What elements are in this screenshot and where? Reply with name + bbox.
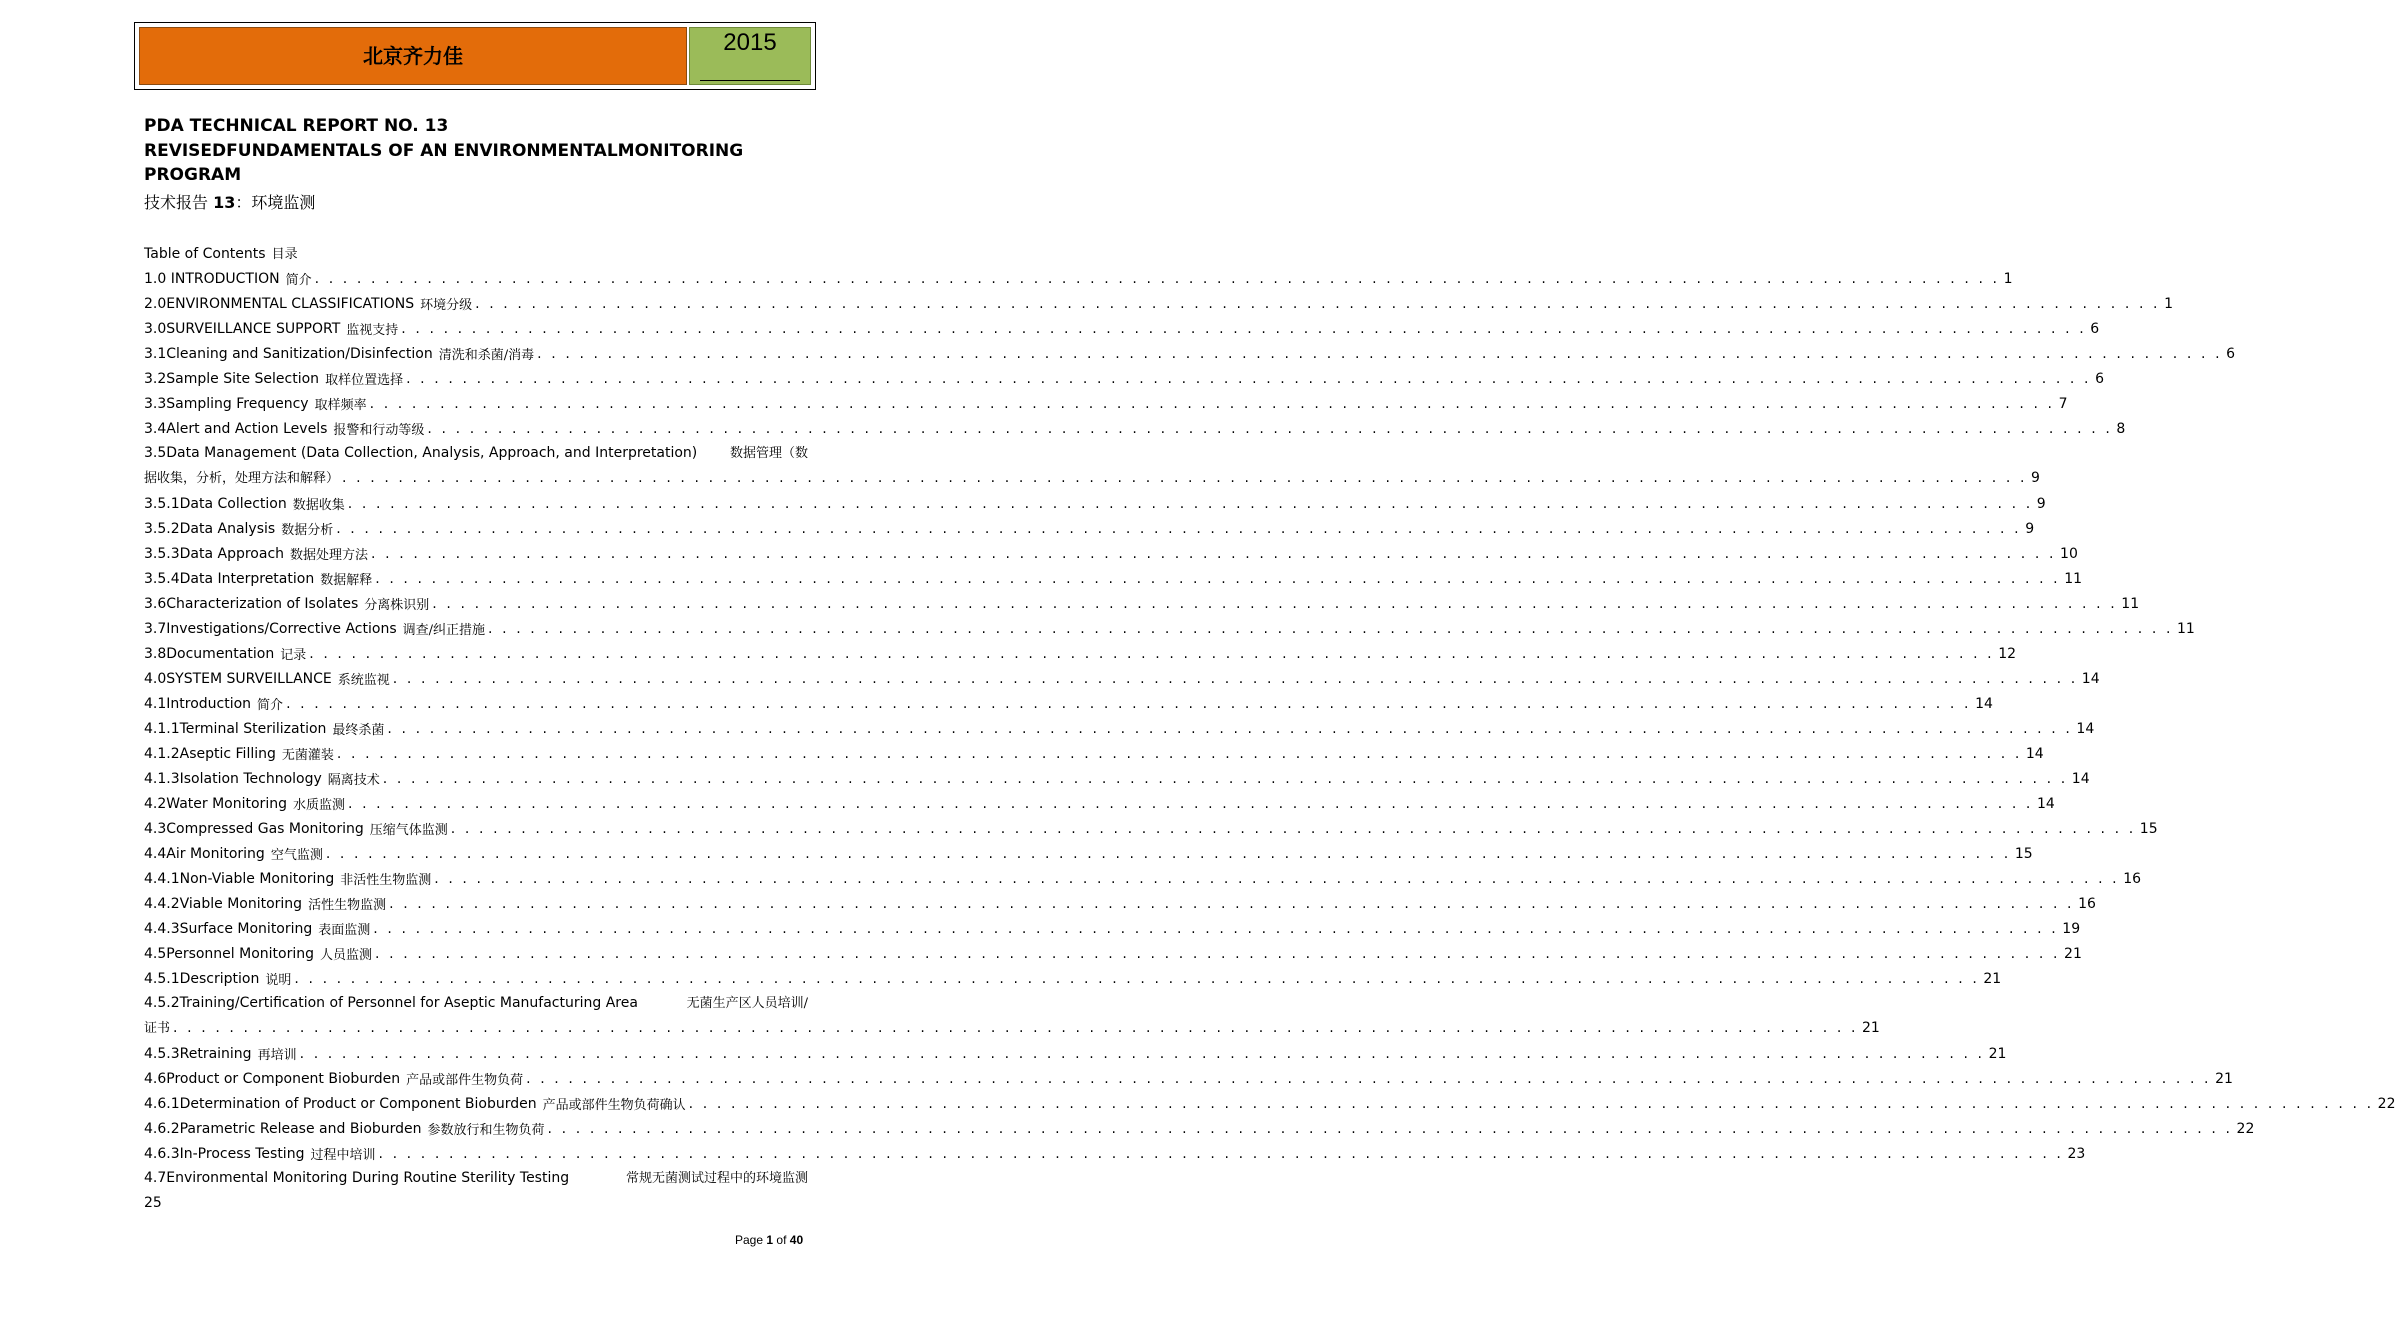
footer-page-label: Page: [735, 1233, 764, 1247]
toc-entry-page: 1: [2164, 295, 2174, 312]
toc-entry[interactable]: [144, 1091, 2395, 1116]
toc-entry-zh: 无菌生产区人员培训/: [686, 996, 808, 1011]
title-line-1: PDA TECHNICAL REPORT NO. 13: [144, 116, 449, 136]
toc-entry-page: 11: [2064, 570, 2083, 587]
toc-entry[interactable]: [144, 1041, 2007, 1066]
toc-entry-page: 15: [2014, 845, 2033, 862]
toc-entry-zh: 简介: [285, 273, 312, 288]
toc-entry-title: 4.3Compressed Gas Monitoring: [144, 820, 364, 837]
toc-heading-en: Table of Contents: [144, 246, 266, 262]
toc-entry-page: 19: [2062, 920, 2081, 937]
toc-entry[interactable]: [144, 1116, 2255, 1141]
toc-entry[interactable]: [144, 741, 2044, 766]
toc-entry[interactable]: [144, 266, 2013, 291]
toc-entry-zh: 人员监测: [320, 948, 373, 963]
toc-entry[interactable]: [144, 791, 2055, 816]
toc-entry-page: 7: [2058, 395, 2068, 412]
toc-entry[interactable]: [144, 841, 2033, 866]
toc-entry-page: 16: [2123, 870, 2142, 887]
toc-entry-page: 6: [2090, 320, 2100, 337]
toc-entry-title: 3.0SURVEILLANCE SUPPORT: [144, 320, 341, 337]
footer-total: 40: [789, 1233, 804, 1247]
toc-entry-zh: 水质监测: [292, 798, 345, 813]
table-of-contents: [144, 266, 2395, 1216]
toc-leader-dots: . . . . . . . . . . . . . . . . . . . . . . . . . . . . . . . . . . . . . . . . . . . . . . . . . . . . . . . . . . . . . . . . . . . . . . . . . . . . . . . . . . . . . . . . . . . . . . . . . . . . . . . . . . . . . . . . . . . . . . . .: [336, 745, 2022, 762]
toc-entry-page: 21: [2064, 945, 2082, 962]
toc-entry-title: 3.5.1Data Collection: [144, 495, 287, 512]
toc-entry-page: 21: [2215, 1070, 2233, 1087]
toc-entry-title: 4.0SYSTEM SURVEILLANCE: [144, 670, 332, 687]
toc-entry[interactable]: [144, 1141, 2086, 1166]
toc-leader-dots: . . . . . . . . . . . . . . . . . . . . . . . . . . . . . . . . . . . . . . . . . . . . . . . . . . . . . . . . . . . . . . . . . . . . . . . . . . . . . . . . . . . . . . . . . . . . . . . . . . . . . . . . . . . . . . . . . . . . . . . .: [286, 695, 1972, 712]
page-footer: [735, 1233, 803, 1247]
toc-leader-dots: . . . . . . . . . . . . . . . . . . . . . . . . . . . . . . . . . . . . . . . . . . . . . . . . . . . . . . . . . . . . . . . . . . . . . . . . . . . . . . . . . . . . . . . . . . . . . . . . . . . . . . . . . . . . . . . . . . . . . . . .: [294, 970, 1980, 987]
toc-entry-zh: 分离株识别: [364, 598, 430, 613]
toc-leader-dots: . . . . . . . . . . . . . . . . . . . . . . . . . . . . . . . . . . . . . . . . . . . . . . . . . . . . . . . . . . . . . . . . . . . . . . . . . . . . . . . . . . . . . . . . . . . . . . . . . . . . . . . . . . . . . . . . . . . . . . . .: [347, 495, 2033, 512]
toc-entry-zh: 压缩气体监测: [369, 823, 448, 838]
toc-entry-page: 9: [2025, 520, 2035, 537]
toc-entry-zh: 最终杀菌: [332, 723, 385, 738]
toc-entry-zh-cont: 据收集，分析，处理方法和解释）: [144, 471, 340, 486]
toc-entry[interactable]: [144, 991, 1880, 1041]
toc-entry-zh: 数据处理方法: [290, 548, 369, 563]
toc-leader-dots: . . . . . . . . . . . . . . . . . . . . . . . . . . . . . . . . . . . . . . . . . . . . . . . . . . . . . . . . . . . . . . . . . . . . . . . . . . . . . . . . . . . . . . . . . . . . . . . . . . . . . . . . . . . . . . . . . . . . . . . .: [373, 920, 2059, 937]
toc-entry-page: 21: [1862, 1020, 1880, 1036]
toc-leader-dots: . . . . . . . . . . . . . . . . . . . . . . . . . . . . . . . . . . . . . . . . . . . . . . . . . . . . . . . . . . . . . . . . . . . . . . . . . . . . . . . . . . . . . . . . . . . . . . . . . . . . . . . . . . . . . . . . . . . . . . . .: [173, 1020, 1859, 1036]
toc-entry-zh: 非活性生物监测: [340, 873, 432, 888]
toc-entry-zh: 说明: [265, 973, 292, 988]
toc-entry-zh: 系统监视: [337, 673, 390, 688]
toc-entry-zh: 参数放行和生物负荷: [427, 1123, 545, 1138]
document-header: [134, 22, 816, 90]
toc-leader-dots: . . . . . . . . . . . . . . . . . . . . . . . . . . . . . . . . . . . . . . . . . . . . . . . . . . . . . . . . . . . . . . . . . . . . . . . . . . . . . . . . . . . . . . . . . . . . . . . . . . . . . . . . . . . . . . . . . . . . . . . .: [392, 670, 2078, 687]
toc-entry-title: 3.7Investigations/Corrective Actions: [144, 620, 397, 637]
toc-entry[interactable]: [144, 716, 2095, 741]
toc-entry-zh: 清洗和杀菌/消毒: [438, 348, 535, 363]
toc-leader-dots: . . . . . . . . . . . . . . . . . . . . . . . . . . . . . . . . . . . . . . . . . . . . . . . . . . . . . . . . . . . . . . . . . . . . . . . . . . . . . . . . . . . . . . . . . . . . . . . . . . . . . . . . . . . . . . . . . . . . . . . .: [369, 395, 2055, 412]
toc-entry-zh: 记录: [280, 648, 307, 663]
toc-entry[interactable]: [144, 891, 2096, 916]
toc-entry-title: 4.5.1Description: [144, 970, 260, 987]
toc-entry-page: 21: [1988, 1045, 2007, 1062]
toc-entry-zh: 环境分级: [420, 298, 473, 313]
title-line-3: PROGRAM: [144, 165, 242, 185]
toc-entry[interactable]: [144, 616, 2195, 641]
toc-leader-dots: . . . . . . . . . . . . . . . . . . . . . . . . . . . . . . . . . . . . . . . . . . . . . . . . . . . . . . . . . . . . . . . . . . . . . . . . . . . . . . . . . . . . . . . . . . . . . . . . . . . . . . . . . . . . . . . . . . . . . . . .: [342, 470, 2028, 486]
toc-entry-title: 3.4Alert and Action Levels: [144, 420, 328, 437]
toc-leader-dots: . . . . . . . . . . . . . . . . . . . . . . . . . . . . . . . . . . . . . . . . . . . . . . . . . . . . . . . . . . . . . . . . . . . . . . . . . . . . . . . . . . . . . . . . . . . . . . . . . . . . . . . . . . . . . . . . . . . . . . . .: [537, 345, 2223, 362]
toc-leader-dots: . . . . . . . . . . . . . . . . . . . . . . . . . . . . . . . . . . . . . . . . . . . . . . . . . . . . . . . . . . . . . . . . . . . . . . . . . . . . . . . . . . . . . . . . . . . . . . . . . . . . . . . . . . . . . . . . . . . . . . . .: [389, 895, 2075, 912]
toc-entry-page: 11: [2121, 595, 2140, 612]
toc-leader-dots: . . . . . . . . . . . . . . . . . . . . . . . . . . . . . . . . . . . . . . . . . . . . . . . . . . . . . . . . . . . . . . . . . . . . . . . . . . . . . . . . . . . . . . . . . . . . . . . . . . . . . . . . . . . . . . . . . . . . . . . .: [406, 370, 2092, 387]
toc-entry-title: 4.5.3Retraining: [144, 1045, 252, 1062]
toc-entry-zh-cont: 证书: [144, 1021, 171, 1036]
toc-entry-page: 14: [2081, 670, 2100, 687]
toc-leader-dots: . . . . . . . . . . . . . . . . . . . . . . . . . . . . . . . . . . . . . . . . . . . . . . . . . . . . . . . . . . . . . . . . . . . . . . . . . . . . . . . . . . . . . . . . . . . . . . . . . . . . . . . . . . . . . . . . . . . . . . . .: [688, 1095, 2374, 1112]
toc-entry[interactable]: [144, 416, 2126, 441]
header-year: 2015: [723, 29, 777, 56]
toc-leader-dots: . . . . . . . . . . . . . . . . . . . . . . . . . . . . . . . . . . . . . . . . . . . . . . . . . . . . . . . . . . . . . . . . . . . . . . . . . . . . . . . . . . . . . . . . . . . . . . . . . . . . . . . . . . . . . . . . . . . . . . . .: [299, 1045, 1985, 1062]
toc-leader-dots: . . . . . . . . . . . . . . . . . . . . . . . . . . . . . . . . . . . . . . . . . . . . . . . . . . . . . . . . . . . . . . . . . . . . . . . . . . . . . . . . . . . . . . . . . . . . . . . . . . . . . . . . . . . . . . . . . . . . . . . .: [526, 1070, 2212, 1087]
toc-entry-title: 3.6Characterization of Isolates: [144, 595, 359, 612]
toc-entry-zh: 数据收集: [292, 498, 345, 513]
toc-entry-title: 4.6Product or Component Bioburden: [144, 1070, 401, 1087]
toc-entry-title: 3.8Documentation: [144, 645, 275, 662]
toc-entry-zh: 产品或部件生物负荷确认: [542, 1098, 686, 1113]
toc-entry-zh: 报警和行动等级: [333, 423, 425, 438]
year-underline: [700, 80, 800, 81]
toc-entry[interactable]: [144, 641, 2017, 666]
toc-leader-dots: . . . . . . . . . . . . . . . . . . . . . . . . . . . . . . . . . . . . . . . . . . . . . . . . . . . . . . . . . . . . . . . . . . . . . . . . . . . . . . . . . . . . . . . . . . . . . . . . . . . . . . . . . . . . . . . . . . . . . . . .: [382, 770, 2068, 787]
toc-heading: [144, 243, 298, 262]
toc-entry-zh: 无菌灌装: [281, 748, 334, 763]
toc-entry-title: 3.5.2Data Analysis: [144, 520, 276, 537]
toc-entry-title: 3.5.4Data Interpretation: [144, 570, 315, 587]
toc-entry[interactable]: [144, 866, 2142, 891]
toc-entry-page: 1: [2003, 270, 2013, 287]
toc-entry-title: 4.6.2Parametric Release and Bioburden: [144, 1120, 422, 1137]
toc-entry[interactable]: [144, 1066, 2233, 1091]
toc-leader-dots: . . . . . . . . . . . . . . . . . . . . . . . . . . . . . . . . . . . . . . . . . . . . . . . . . . . . . . . . . . . . . . . . . . . . . . . . . . . . . . . . . . . . . . . . . . . . . . . . . . . . . . . . . . . . . . . . . . . . . . . .: [347, 795, 2033, 812]
toc-leader-dots: . . . . . . . . . . . . . . . . . . . . . . . . . . . . . . . . . . . . . . . . . . . . . . . . . . . . . . . . . . . . . . . . . . . . . . . . . . . . . . . . . . . . . . . . . . . . . . . . . . . . . . . . . . . . . . . . . . . . . . . .: [325, 845, 2011, 862]
toc-entry-page: 16: [2078, 895, 2096, 912]
toc-leader-dots: . . . . . . . . . . . . . . . . . . . . . . . . . . . . . . . . . . . . . . . . . . . . . . . . . . . . . . . . . . . . . . . . . . . . . . . . . . . . . . . . . . . . . . . . . . . . . . . . . . . . . . . . . . . . . . . . . . . . . . . .: [378, 1145, 2064, 1162]
toc-entry-zh: 数据解释: [320, 573, 373, 588]
header-org-box: [139, 27, 687, 85]
toc-leader-dots: . . . . . . . . . . . . . . . . . . . . . . . . . . . . . . . . . . . . . . . . . . . . . . . . . . . . . . . . . . . . . . . . . . . . . . . . . . . . . . . . . . . . . . . . . . . . . . . . . . . . . . . . . . . . . . . . . . . . . . . .: [547, 1120, 2233, 1137]
toc-entry-page: 25: [144, 1195, 162, 1211]
footer-page-num: 1: [766, 1233, 774, 1247]
toc-leader-dots: . . . . . . . . . . . . . . . . . . . . . . . . . . . . . . . . . . . . . . . . . . . . . . . . . . . . . . . . . . . . . . . . . . . . . . . . . . . . . . . . . . . . . . . . . . . . . . . . . . . . . . . . . . . . . . . . . . . . . . . .: [375, 570, 2061, 587]
toc-entry[interactable]: [144, 816, 2158, 841]
org-name: 北京齐力佳: [363, 44, 463, 68]
toc-leader-dots: . . . . . . . . . . . . . . . . . . . . . . . . . . . . . . . . . . . . . . . . . . . . . . . . . . . . . . . . . . . . . . . . . . . . . . . . . . . . . . . . . . . . . . . . . . . . . . . . . . . . . . . . . . . . . . . . . . . . . . . .: [401, 320, 2087, 337]
subtitle-prefix: 技术报告: [144, 193, 209, 212]
toc-entry-zh: 监视支持: [346, 323, 399, 338]
toc-entry-page: 14: [2076, 720, 2095, 737]
toc-entry-page: 12: [1998, 645, 2017, 662]
toc-entry[interactable]: [144, 341, 2236, 366]
toc-entry[interactable]: [144, 491, 2046, 516]
toc-entry-page: 6: [2226, 345, 2236, 362]
toc-entry-page: 11: [2177, 620, 2195, 637]
toc-entry[interactable]: [144, 516, 2035, 541]
toc-entry-zh: 常规无菌测试过程中的环境监测: [625, 1171, 808, 1186]
toc-entry-page: 14: [2025, 745, 2044, 762]
toc-leader-dots: . . . . . . . . . . . . . . . . . . . . . . . . . . . . . . . . . . . . . . . . . . . . . . . . . . . . . . . . . . . . . . . . . . . . . . . . . . . . . . . . . . . . . . . . . . . . . . . . . . . . . . . . . . . . . . . . . . . . . . . .: [488, 620, 2173, 637]
toc-entry-title: 4.2Water Monitoring: [144, 795, 287, 812]
toc-entry-title: 4.1.2Aseptic Filling: [144, 745, 276, 762]
toc-entry[interactable]: [144, 591, 2140, 616]
toc-entry-title: 4.4.2Viable Monitoring: [144, 895, 303, 912]
toc-entry[interactable]: [144, 691, 1993, 716]
toc-leader-dots: . . . . . . . . . . . . . . . . . . . . . . . . . . . . . . . . . . . . . . . . . . . . . . . . . . . . . . . . . . . . . . . . . . . . . . . . . . . . . . . . . . . . . . . . . . . . . . . . . . . . . . . . . . . . . . . . . . . . . . . .: [427, 420, 2113, 437]
toc-leader-dots: . . . . . . . . . . . . . . . . . . . . . . . . . . . . . . . . . . . . . . . . . . . . . . . . . . . . . . . . . . . . . . . . . . . . . . . . . . . . . . . . . . . . . . . . . . . . . . . . . . . . . . . . . . . . . . . . . . . . . . . .: [375, 945, 2061, 962]
toc-entry-page: 22: [2236, 1120, 2255, 1137]
toc-entry[interactable]: [144, 316, 2100, 341]
toc-entry[interactable]: [144, 291, 2174, 316]
toc-entry-title: 4.1.3Isolation Technology: [144, 770, 322, 787]
toc-entry-page: 9: [2031, 470, 2040, 486]
toc-leader-dots: . . . . . . . . . . . . . . . . . . . . . . . . . . . . . . . . . . . . . . . . . . . . . . . . . . . . . . . . . . . . . . . . . . . . . . . . . . . . . . . . . . . . . . . . . . . . . . . . . . . . . . . . . . . . . . . . . . . . . . . .: [432, 595, 2118, 612]
toc-entry-title: 4.5Personnel Monitoring: [144, 945, 315, 962]
title-line-2: REVISEDFUNDAMENTALS OF AN ENVIRONMENTALMONITORING: [144, 140, 744, 161]
toc-entry-zh: 简介: [257, 698, 284, 713]
toc-entry-title: 1.0 INTRODUCTION: [144, 270, 280, 287]
toc-entry-title: 4.4.3Surface Monitoring: [144, 920, 313, 937]
toc-entry-page: 14: [2036, 795, 2055, 812]
toc-entry[interactable]: [144, 366, 2104, 391]
toc-entry[interactable]: [144, 966, 2002, 991]
toc-entry-title: 2.0ENVIRONMENTAL CLASSIFICATIONS: [144, 295, 415, 312]
toc-entry[interactable]: [144, 441, 2040, 491]
toc-entry-zh: 产品或部件生物负荷: [406, 1073, 524, 1088]
toc-entry-zh: 取样频率: [314, 398, 367, 413]
toc-leader-dots: . . . . . . . . . . . . . . . . . . . . . . . . . . . . . . . . . . . . . . . . . . . . . . . . . . . . . . . . . . . . . . . . . . . . . . . . . . . . . . . . . . . . . . . . . . . . . . . . . . . . . . . . . . . . . . . . . . . . . . . .: [434, 870, 2120, 887]
subtitle-suffix: ：环境监测: [235, 193, 316, 212]
toc-entry[interactable]: [144, 541, 2078, 566]
toc-leader-dots: . . . . . . . . . . . . . . . . . . . . . . . . . . . . . . . . . . . . . . . . . . . . . . . . . . . . . . . . . . . . . . . . . . . . . . . . . . . . . . . . . . . . . . . . . . . . . . . . . . . . . . . . . . . . . . . . . . . . . . . .: [450, 820, 2136, 837]
toc-entry-page: 15: [2139, 820, 2158, 837]
toc-entry-title: 4.4.1Non-Viable Monitoring: [144, 870, 335, 887]
toc-entry-zh: 取样位置选择: [325, 373, 404, 388]
toc-entry[interactable]: [144, 766, 2090, 791]
toc-leader-dots: . . . . . . . . . . . . . . . . . . . . . . . . . . . . . . . . . . . . . . . . . . . . . . . . . . . . . . . . . . . . . . . . . . . . . . . . . . . . . . . . . . . . . . . . . . . . . . . . . . . . . . . . . . . . . . . . . . . . . . . .: [371, 545, 2057, 562]
toc-entry-zh: 再培训: [257, 1048, 297, 1063]
toc-entry[interactable]: [144, 566, 2083, 591]
toc-entry-zh: 数据管理（数: [729, 446, 808, 461]
toc-entry-zh: 空气监测: [270, 848, 323, 863]
toc-entry[interactable]: [144, 941, 2082, 966]
toc-entry-title: 3.1Cleaning and Sanitization/Disinfection: [144, 345, 433, 362]
toc-entry-title: 3.3Sampling Frequency: [144, 395, 309, 412]
toc-entry[interactable]: [144, 666, 2100, 691]
toc-entry[interactable]: [144, 916, 2081, 941]
toc-entry-zh: 数据分析: [281, 523, 334, 538]
header-year-box: [689, 27, 811, 85]
toc-leader-dots: . . . . . . . . . . . . . . . . . . . . . . . . . . . . . . . . . . . . . . . . . . . . . . . . . . . . . . . . . . . . . . . . . . . . . . . . . . . . . . . . . . . . . . . . . . . . . . . . . . . . . . . . . . . . . . . . . . . . . . . .: [475, 295, 2161, 312]
toc-entry-title: 4.7Environmental Monitoring During Routine Sterility Testing: [144, 1170, 570, 1186]
toc-entry-page: 9: [2036, 495, 2046, 512]
toc-entry-zh: 隔离技术: [327, 773, 380, 788]
toc-entry-title: 4.6.1Determination of Product or Component Bioburden: [144, 1095, 537, 1112]
toc-leader-dots: . . . . . . . . . . . . . . . . . . . . . . . . . . . . . . . . . . . . . . . . . . . . . . . . . . . . . . . . . . . . . . . . . . . . . . . . . . . . . . . . . . . . . . . . . . . . . . . . . . . . . . . . . . . . . . . . . . . . . . . .: [309, 645, 1995, 662]
toc-entry-title: 4.1.1Terminal Sterilization: [144, 720, 327, 737]
report-title: [144, 114, 814, 188]
toc-entry-title: 4.5.2Training/Certification of Personnel for Aseptic Manufacturing Area: [144, 995, 638, 1011]
toc-entry-title: 3.5Data Management (Data Collection, Analysis, Approach, and Interpretation): [144, 445, 698, 461]
toc-entry-page: 14: [2071, 770, 2090, 787]
toc-leader-dots: . . . . . . . . . . . . . . . . . . . . . . . . . . . . . . . . . . . . . . . . . . . . . . . . . . . . . . . . . . . . . . . . . . . . . . . . . . . . . . . . . . . . . . . . . . . . . . . . . . . . . . . . . . . . . . . . . . . . . . . .: [387, 720, 2073, 737]
toc-leader-dots: . . . . . . . . . . . . . . . . . . . . . . . . . . . . . . . . . . . . . . . . . . . . . . . . . . . . . . . . . . . . . . . . . . . . . . . . . . . . . . . . . . . . . . . . . . . . . . . . . . . . . . . . . . . . . . . . . . . . . . . .: [314, 270, 2000, 287]
toc-entry-zh: 过程中培训: [310, 1148, 376, 1163]
toc-entry-page: 21: [1983, 970, 2002, 987]
toc-entry-page: 22: [2377, 1095, 2395, 1112]
footer-of-label: of: [776, 1233, 787, 1247]
toc-entry[interactable]: [144, 1166, 808, 1216]
report-subtitle: [144, 190, 315, 213]
toc-entry-title: 3.5.3Data Approach: [144, 545, 285, 562]
toc-entry[interactable]: [144, 391, 2068, 416]
toc-entry-title: 4.4Air Monitoring: [144, 845, 265, 862]
toc-entry-zh: 活性生物监测: [308, 898, 387, 913]
toc-entry-page: 23: [2067, 1145, 2086, 1162]
toc-entry-title: 3.2Sample Site Selection: [144, 370, 320, 387]
toc-leader-dots: . . . . . . . . . . . . . . . . . . . . . . . . . . . . . . . . . . . . . . . . . . . . . . . . . . . . . . . . . . . . . . . . . . . . . . . . . . . . . . . . . . . . . . . . . . . . . . . . . . . . . . . . . . . . . . . . . . . . . . . .: [336, 520, 2022, 537]
toc-entry-title: 4.1Introduction: [144, 695, 252, 712]
toc-heading-zh: 目录: [271, 247, 298, 262]
toc-entry-page: 8: [2116, 420, 2126, 437]
toc-entry-page: 6: [2095, 370, 2104, 387]
toc-entry-zh: 表面监测: [318, 923, 371, 938]
toc-entry-zh: 调查/纠正措施: [402, 623, 485, 638]
toc-entry-page: 14: [1975, 695, 1993, 712]
toc-entry-title: 4.6.3In-Process Testing: [144, 1145, 305, 1162]
toc-entry-page: 10: [2060, 545, 2078, 562]
subtitle-number: 13: [213, 193, 236, 212]
